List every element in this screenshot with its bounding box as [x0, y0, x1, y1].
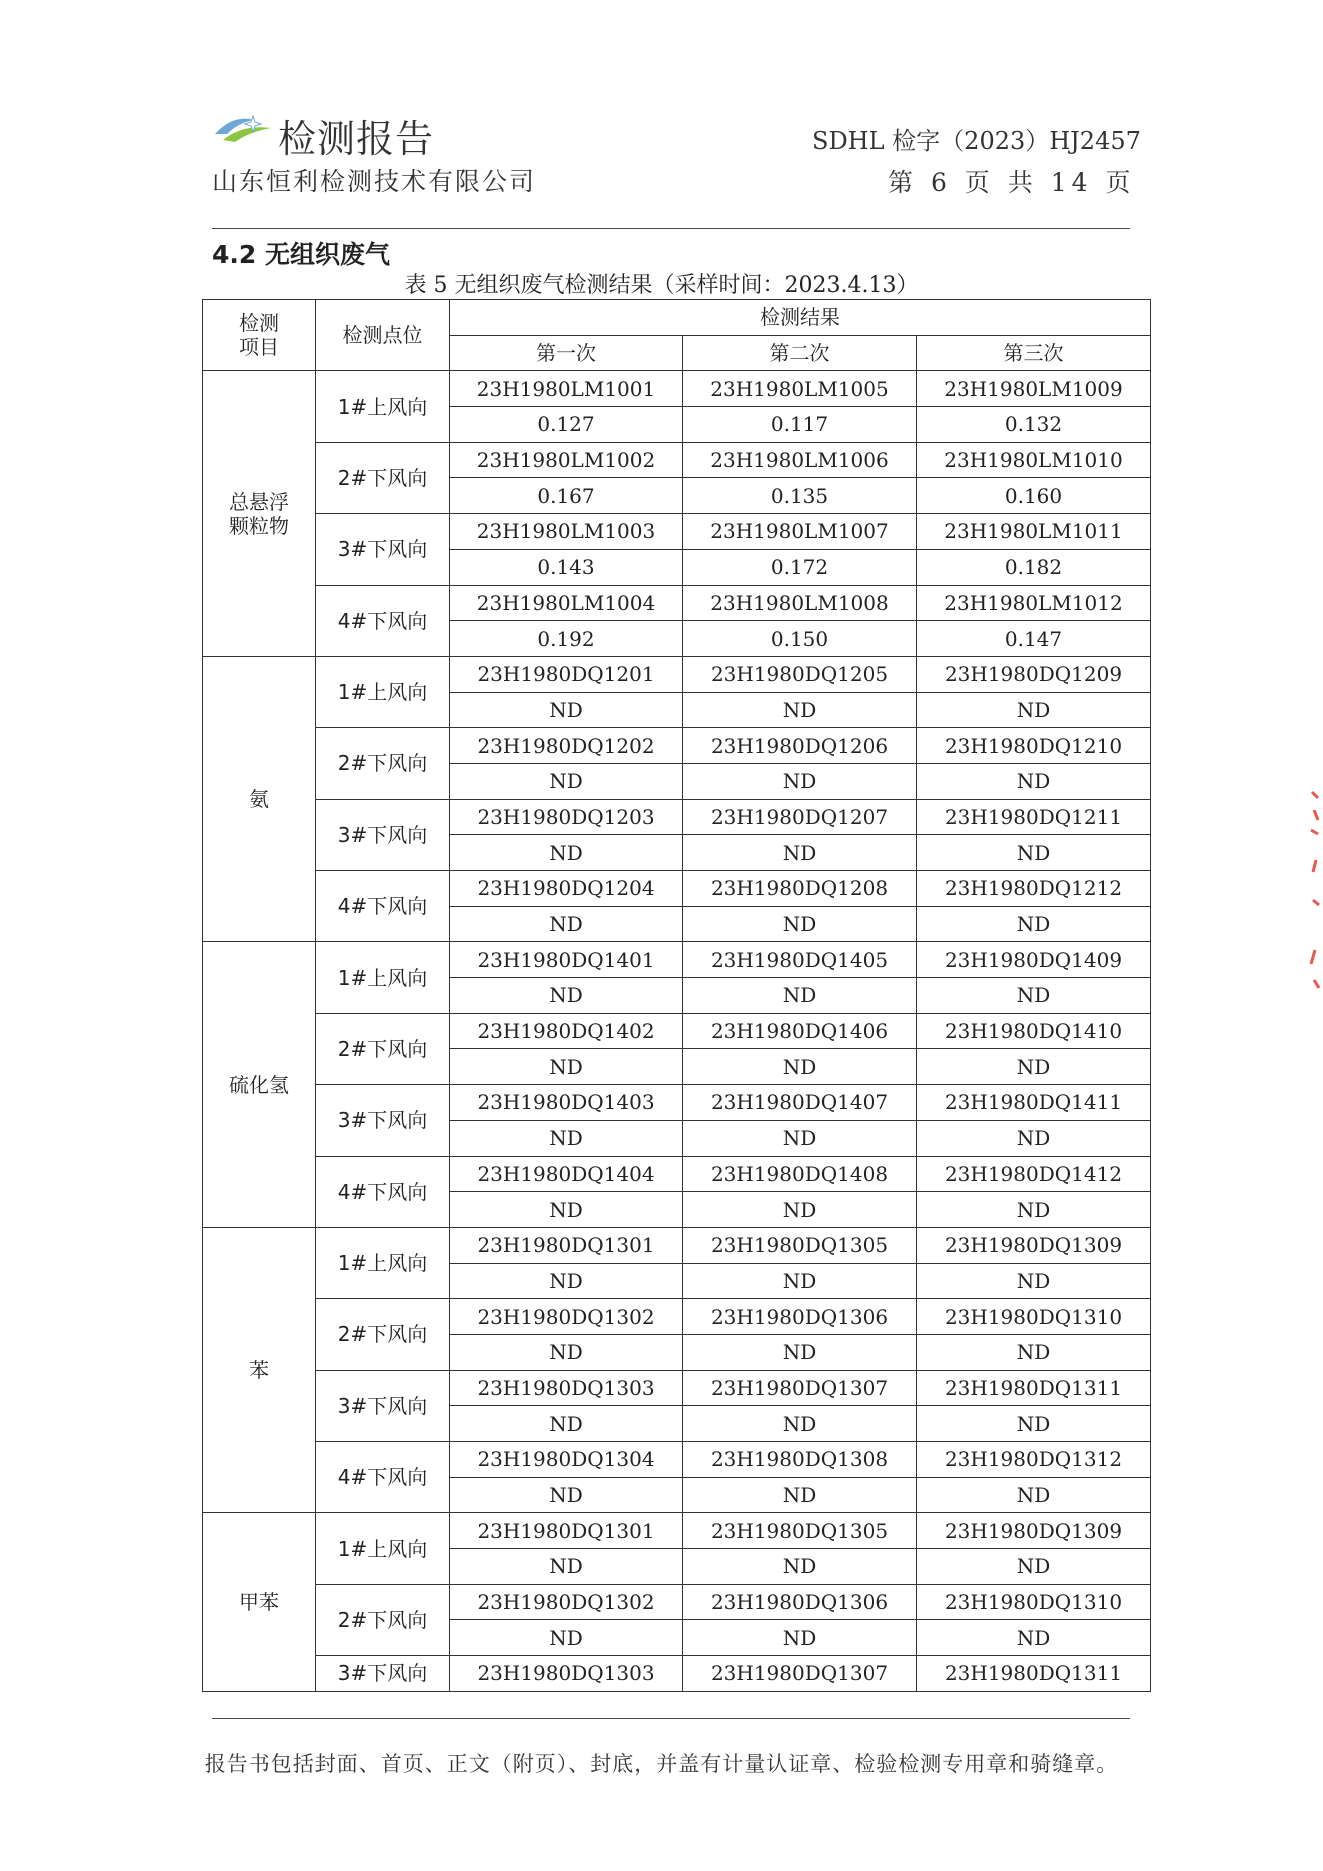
sample-id-cell: 23H1980DQ1406: [683, 1013, 917, 1049]
table-row: [203, 1513, 1151, 1549]
result-value-cell: ND: [683, 763, 917, 799]
table-row: [203, 371, 1151, 407]
sample-id-cell: 23H1980DQ1304: [450, 1442, 683, 1478]
result-value-cell: ND: [450, 1334, 683, 1370]
header-run-3: 第三次: [917, 335, 1151, 371]
sample-id-cell: 23H1980DQ1412: [917, 1156, 1151, 1192]
sampling-point-cell: 4#下风向: [316, 585, 450, 656]
sampling-point-cell: 3#下风向: [316, 1370, 450, 1441]
header-divider: [212, 228, 1130, 229]
header-row: [203, 300, 1151, 336]
sample-id-cell: 23H1980DQ1306: [683, 1584, 917, 1620]
sample-id-cell: 23H1980DQ1409: [917, 942, 1151, 978]
sample-id-cell: 23H1980DQ1303: [450, 1370, 683, 1406]
header-point: 检测点位: [316, 300, 450, 371]
sample-id-cell: 23H1980LM1003: [450, 514, 683, 550]
header-item: 检测 项目: [203, 300, 316, 371]
table-row: [203, 799, 1151, 835]
sample-id-cell: 23H1980DQ1309: [917, 1227, 1151, 1263]
result-value-cell: ND: [683, 1120, 917, 1156]
sample-id-cell: 23H1980DQ1308: [683, 1442, 917, 1478]
result-value-cell: ND: [917, 1263, 1151, 1299]
result-value-cell: ND: [917, 1120, 1151, 1156]
page-info: 第 6 页 共 14 页: [888, 168, 1136, 197]
result-value-cell: ND: [683, 1049, 917, 1085]
table-row: [203, 656, 1151, 692]
sample-id-cell: 23H1980DQ1407: [683, 1085, 917, 1121]
sample-id-cell: 23H1980DQ1205: [683, 656, 917, 692]
result-value-cell: 0.147: [917, 621, 1151, 657]
result-value-cell: ND: [683, 1549, 917, 1585]
result-value-cell: 0.150: [683, 621, 917, 657]
result-value-cell: ND: [683, 1192, 917, 1228]
sample-id-cell: 23H1980DQ1301: [450, 1227, 683, 1263]
result-value-cell: 0.143: [450, 549, 683, 585]
result-value-cell: ND: [917, 1192, 1151, 1228]
sampling-point-cell: 4#下风向: [316, 1442, 450, 1513]
result-value-cell: ND: [450, 763, 683, 799]
sample-id-cell: 23H1980DQ1303: [450, 1656, 683, 1692]
sampling-point-cell: 1#上风向: [316, 942, 450, 1013]
sampling-point-cell: 2#下风向: [316, 1584, 450, 1655]
sample-id-cell: 23H1980LM1002: [450, 442, 683, 478]
header-run-2: 第二次: [683, 335, 917, 371]
sample-id-cell: 23H1980LM1005: [683, 371, 917, 407]
result-value-cell: ND: [683, 1334, 917, 1370]
sampling-point-cell: 3#下风向: [316, 1085, 450, 1156]
result-value-cell: ND: [917, 906, 1151, 942]
result-value-cell: ND: [917, 1477, 1151, 1513]
sample-id-cell: 23H1980DQ1410: [917, 1013, 1151, 1049]
item-name-cell: 氨: [203, 656, 316, 942]
sample-id-cell: 23H1980DQ1307: [683, 1370, 917, 1406]
result-value-cell: ND: [450, 835, 683, 871]
sample-id-cell: 23H1980DQ1210: [917, 728, 1151, 764]
item-name-cell: 总悬浮 颗粒物: [203, 371, 316, 657]
table-row: [203, 1085, 1151, 1121]
table-row: [203, 1013, 1151, 1049]
table-row: [203, 728, 1151, 764]
sample-id-cell: 23H1980DQ1408: [683, 1156, 917, 1192]
table-row: [203, 514, 1151, 550]
sampling-point-cell: 2#下风向: [316, 442, 450, 513]
table-caption: 表 5 无组织废气检测结果（采样时间：2023.4.13）: [404, 273, 919, 298]
sample-id-cell: 23H1980DQ1207: [683, 799, 917, 835]
sample-id-cell: 23H1980DQ1312: [917, 1442, 1151, 1478]
result-value-cell: ND: [450, 1120, 683, 1156]
result-value-cell: 0.132: [917, 407, 1151, 443]
result-value-cell: ND: [917, 1549, 1151, 1585]
result-value-cell: ND: [917, 835, 1151, 871]
result-value-cell: ND: [917, 763, 1151, 799]
sample-id-cell: 23H1980DQ1307: [683, 1656, 917, 1692]
result-value-cell: ND: [450, 1406, 683, 1442]
section-title: 4.2 无组织废气: [212, 240, 390, 269]
results-table: [202, 299, 1151, 1692]
table-row: [203, 1584, 1151, 1620]
result-value-cell: ND: [683, 692, 917, 728]
sample-id-cell: 23H1980DQ1305: [683, 1227, 917, 1263]
sample-id-cell: 23H1980DQ1310: [917, 1584, 1151, 1620]
sampling-point-cell: 1#上风向: [316, 371, 450, 442]
result-value-cell: ND: [917, 978, 1151, 1014]
table-row: [203, 1442, 1151, 1478]
result-value-cell: ND: [450, 1477, 683, 1513]
result-value-cell: ND: [450, 1049, 683, 1085]
sample-id-cell: 23H1980DQ1305: [683, 1513, 917, 1549]
company-logo-icon: [213, 110, 273, 150]
result-value-cell: ND: [683, 835, 917, 871]
sample-id-cell: 23H1980LM1007: [683, 514, 917, 550]
sample-id-cell: 23H1980DQ1209: [917, 656, 1151, 692]
result-value-cell: 0.167: [450, 478, 683, 514]
sample-id-cell: 23H1980DQ1309: [917, 1513, 1151, 1549]
result-value-cell: ND: [917, 1406, 1151, 1442]
result-value-cell: ND: [683, 1406, 917, 1442]
result-value-cell: 0.127: [450, 407, 683, 443]
sample-id-cell: 23H1980LM1009: [917, 371, 1151, 407]
sample-id-cell: 23H1980LM1011: [917, 514, 1151, 550]
sample-id-cell: 23H1980DQ1302: [450, 1299, 683, 1335]
result-value-cell: ND: [450, 1263, 683, 1299]
sampling-point-cell: 1#上风向: [316, 1227, 450, 1298]
footer-note: 报告书包括封面、首页、正文（附页）、封底，并盖有计量认证章、检验检测专用章和骑缝章。: [204, 1752, 1119, 1776]
result-value-cell: ND: [450, 906, 683, 942]
sample-id-cell: 23H1980DQ1212: [917, 871, 1151, 907]
sample-id-cell: 23H1980LM1004: [450, 585, 683, 621]
result-value-cell: ND: [683, 906, 917, 942]
table-row: [203, 1227, 1151, 1263]
result-value-cell: 0.182: [917, 549, 1151, 585]
sample-id-cell: 23H1980DQ1203: [450, 799, 683, 835]
sample-id-cell: 23H1980DQ1202: [450, 728, 683, 764]
sample-id-cell: 23H1980DQ1411: [917, 1085, 1151, 1121]
sample-id-cell: 23H1980DQ1311: [917, 1656, 1151, 1692]
result-value-cell: 0.135: [683, 478, 917, 514]
result-value-cell: 0.160: [917, 478, 1151, 514]
sampling-point-cell: 2#下风向: [316, 1299, 450, 1370]
sample-id-cell: 23H1980DQ1306: [683, 1299, 917, 1335]
header-result: 检测结果: [450, 300, 1151, 336]
table-row: [203, 442, 1151, 478]
result-value-cell: 0.117: [683, 407, 917, 443]
item-name-cell: 苯: [203, 1227, 316, 1513]
item-name-cell: 硫化氢: [203, 942, 316, 1228]
sampling-point-cell: 4#下风向: [316, 1156, 450, 1227]
sample-id-cell: 23H1980DQ1211: [917, 799, 1151, 835]
table-row: [203, 1370, 1151, 1406]
result-value-cell: ND: [450, 978, 683, 1014]
result-value-cell: ND: [917, 1334, 1151, 1370]
header-run-1: 第一次: [450, 335, 683, 371]
result-value-cell: ND: [917, 692, 1151, 728]
table-row: [203, 1156, 1151, 1192]
seal-edge-mark: [1308, 790, 1320, 1000]
sample-id-cell: 23H1980LM1012: [917, 585, 1151, 621]
result-value-cell: ND: [683, 1477, 917, 1513]
report-number: SDHL 检字（2023）HJ2457: [812, 127, 1141, 155]
footer-divider: [212, 1718, 1130, 1719]
result-value-cell: ND: [917, 1620, 1151, 1656]
sample-id-cell: 23H1980DQ1208: [683, 871, 917, 907]
table-row: [203, 1299, 1151, 1335]
sample-id-cell: 23H1980DQ1201: [450, 656, 683, 692]
sample-id-cell: 23H1980DQ1206: [683, 728, 917, 764]
table-row: [203, 871, 1151, 907]
sample-id-cell: 23H1980DQ1402: [450, 1013, 683, 1049]
result-value-cell: ND: [450, 1192, 683, 1228]
result-value-cell: ND: [450, 1620, 683, 1656]
sample-id-cell: 23H1980DQ1311: [917, 1370, 1151, 1406]
table-row: [203, 1656, 1151, 1692]
result-value-cell: 0.192: [450, 621, 683, 657]
sampling-point-cell: 1#上风向: [316, 1513, 450, 1584]
item-name-cell: 甲苯: [203, 1513, 316, 1691]
result-value-cell: 0.172: [683, 549, 917, 585]
company-name: 山东恒利检测技术有限公司: [212, 167, 537, 196]
sampling-point-cell: 2#下风向: [316, 728, 450, 799]
sampling-point-cell: 4#下风向: [316, 871, 450, 942]
sampling-point-cell: 3#下风向: [316, 799, 450, 870]
sample-id-cell: 23H1980DQ1302: [450, 1584, 683, 1620]
sample-id-cell: 23H1980DQ1310: [917, 1299, 1151, 1335]
sample-id-cell: 23H1980DQ1401: [450, 942, 683, 978]
result-value-cell: ND: [450, 692, 683, 728]
sample-id-cell: 23H1980LM1006: [683, 442, 917, 478]
sampling-point-cell: 1#上风向: [316, 656, 450, 727]
sampling-point-cell: 3#下风向: [316, 514, 450, 585]
sample-id-cell: 23H1980LM1010: [917, 442, 1151, 478]
result-value-cell: ND: [683, 1263, 917, 1299]
result-value-cell: ND: [683, 978, 917, 1014]
sample-id-cell: 23H1980DQ1301: [450, 1513, 683, 1549]
sample-id-cell: 23H1980LM1008: [683, 585, 917, 621]
report-title: 检测报告: [278, 117, 435, 161]
table-row: [203, 585, 1151, 621]
sample-id-cell: 23H1980LM1001: [450, 371, 683, 407]
result-value-cell: ND: [683, 1620, 917, 1656]
result-value-cell: ND: [450, 1549, 683, 1585]
sample-id-cell: 23H1980DQ1404: [450, 1156, 683, 1192]
sampling-point-cell: 3#下风向: [316, 1656, 450, 1692]
table-row: [203, 942, 1151, 978]
sample-id-cell: 23H1980DQ1405: [683, 942, 917, 978]
sample-id-cell: 23H1980DQ1204: [450, 871, 683, 907]
sample-id-cell: 23H1980DQ1403: [450, 1085, 683, 1121]
result-value-cell: ND: [917, 1049, 1151, 1085]
sampling-point-cell: 2#下风向: [316, 1013, 450, 1084]
